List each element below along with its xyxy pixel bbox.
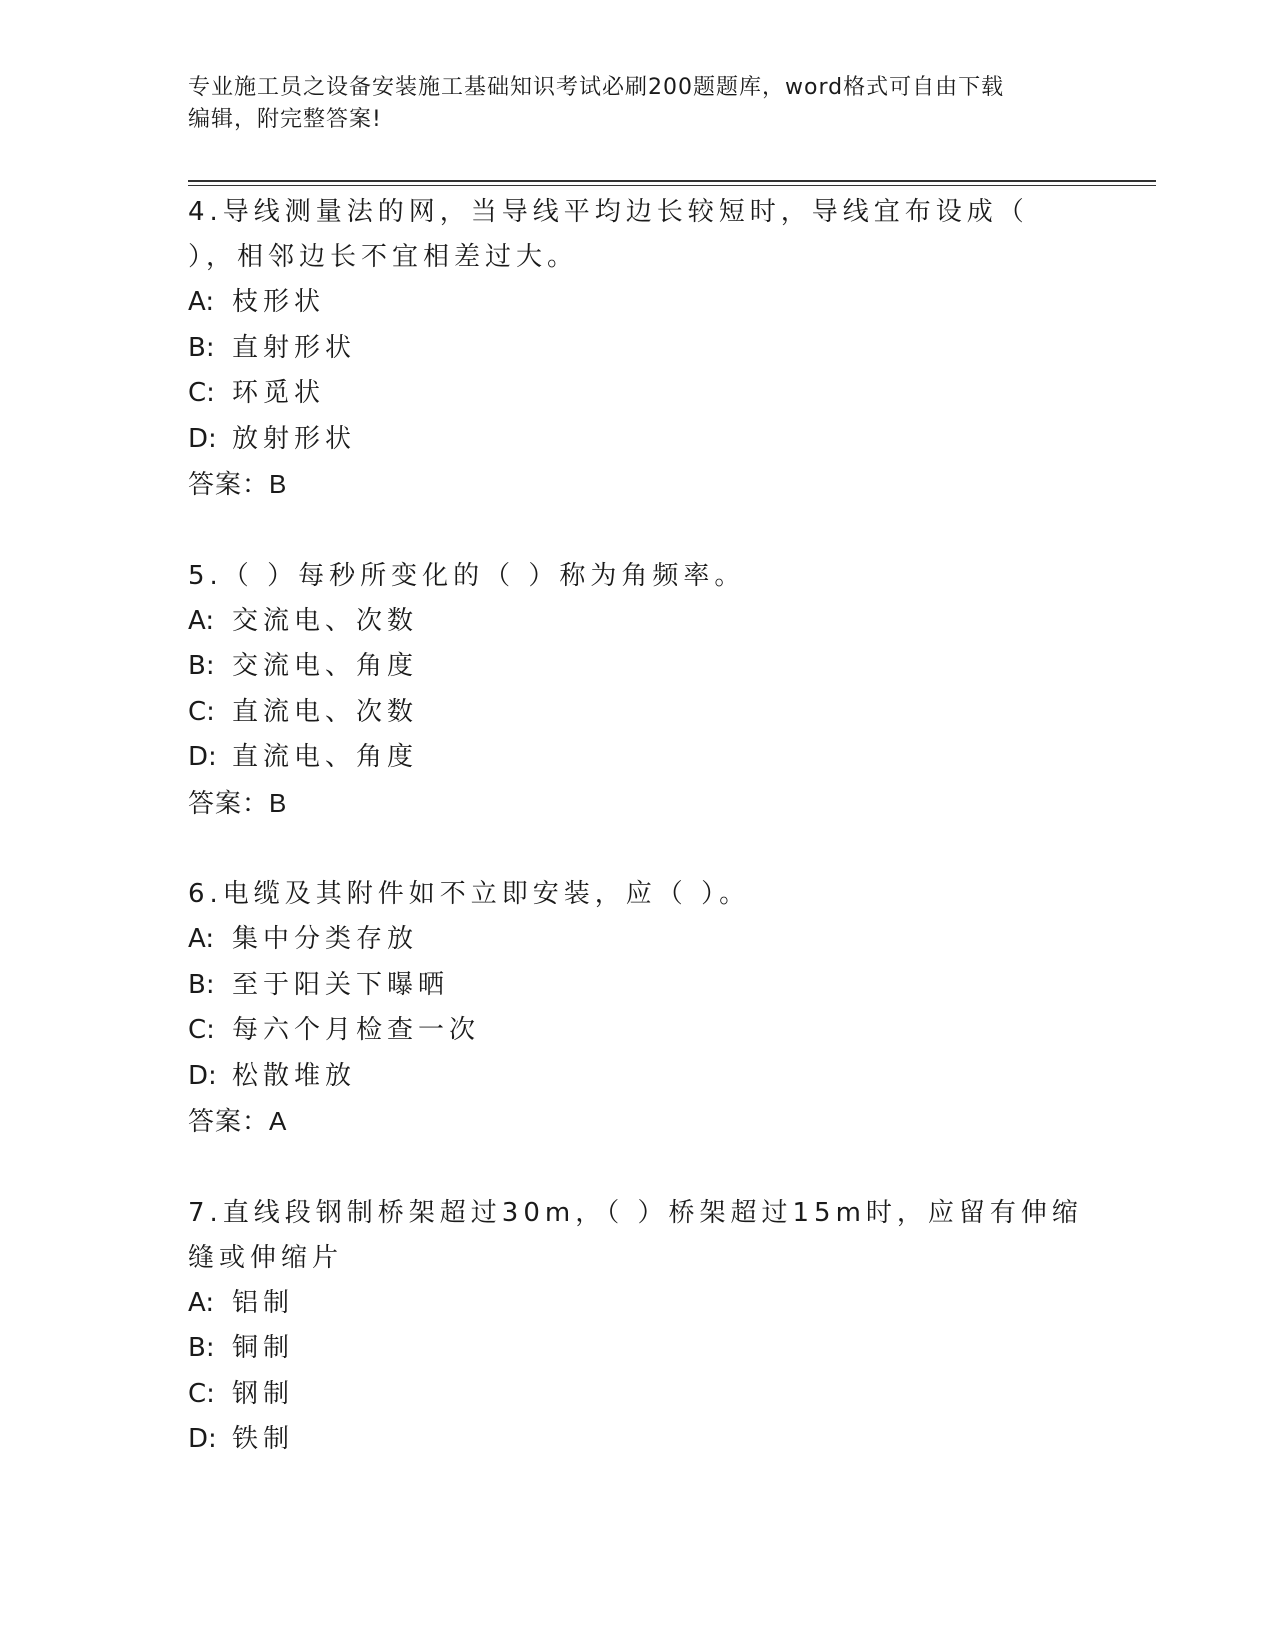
option-text: 放射形状	[232, 423, 357, 454]
option-letter: C:	[188, 1015, 215, 1045]
header-line-2: 编辑，附完整答案!	[188, 107, 382, 132]
option-d[interactable]	[188, 1417, 1088, 1463]
option-c[interactable]	[188, 1372, 1088, 1418]
option-letter: D:	[188, 423, 217, 454]
option-text: 集中分类存放	[232, 924, 419, 954]
option-a[interactable]	[188, 280, 1088, 326]
header-divider-thin	[188, 185, 1156, 186]
option-text: 铜制	[232, 1333, 295, 1363]
option-text: 交流电、角度	[232, 651, 419, 681]
option-letter: B:	[188, 969, 215, 1000]
question-text: 5.（ ）每秒所变化的（ ）称为角频率。	[188, 560, 746, 591]
question-item	[188, 554, 1088, 827]
option-letter: D:	[188, 742, 217, 772]
answer-text: 答案：B	[188, 787, 288, 818]
option-text: 环觅状	[232, 378, 326, 408]
option-a[interactable]	[188, 1281, 1088, 1327]
question-text: 7.直线段钢制桥架超过30m，（ ）桥架超过15m时，应留有伸缩缝或伸缩片	[188, 1197, 1083, 1273]
option-text: 交流电、次数	[232, 605, 419, 636]
question-text: 4.导线测量法的网，当导线平均边长较短时，导线宜布设成（ ），相邻边长不宜相差过大。	[188, 197, 1029, 272]
question-list	[188, 190, 1088, 1509]
option-d[interactable]	[188, 735, 1088, 781]
option-text: 铝制	[232, 1287, 295, 1318]
option-letter: B:	[188, 651, 215, 681]
option-text: 直流电、次数	[232, 696, 419, 727]
option-a[interactable]	[188, 599, 1088, 645]
document-header	[188, 72, 1088, 136]
option-letter: D:	[188, 1060, 217, 1091]
option-b[interactable]	[188, 326, 1088, 372]
option-d[interactable]	[188, 417, 1088, 463]
option-text: 枝形状	[232, 287, 326, 317]
header-divider-thick	[188, 180, 1156, 182]
option-text: 钢制	[232, 1378, 295, 1409]
answer-text: 答案：A	[188, 1106, 288, 1136]
option-c[interactable]	[188, 371, 1088, 417]
option-b[interactable]	[188, 963, 1088, 1009]
option-text: 铁制	[232, 1424, 295, 1454]
option-letter: A:	[188, 1287, 215, 1318]
option-b[interactable]	[188, 1326, 1088, 1372]
option-text: 每六个月检查一次	[232, 1015, 481, 1045]
option-letter: B:	[188, 332, 215, 363]
option-d[interactable]	[188, 1054, 1088, 1100]
option-letter: A:	[188, 287, 215, 317]
option-text: 松散堆放	[232, 1060, 357, 1091]
option-letter: D:	[188, 1424, 217, 1454]
option-letter: A:	[188, 924, 215, 954]
option-c[interactable]	[188, 1008, 1088, 1054]
option-letter: C:	[188, 378, 215, 408]
option-letter: B:	[188, 1333, 215, 1363]
option-letter: A:	[188, 605, 215, 636]
option-text: 至于阳关下曝晒	[232, 969, 450, 1000]
option-text: 直射形状	[232, 332, 357, 363]
option-a[interactable]	[188, 917, 1088, 963]
question-item	[188, 190, 1088, 508]
answer-text: 答案：B	[188, 469, 288, 499]
question-text: 6.电缆及其附件如不立即安装，应（ ）。	[188, 879, 751, 909]
option-c[interactable]	[188, 690, 1088, 736]
question-item	[188, 1191, 1088, 1463]
option-letter: C:	[188, 696, 215, 727]
question-item	[188, 872, 1088, 1145]
option-text: 直流电、角度	[232, 742, 419, 772]
option-letter: C:	[188, 1378, 215, 1409]
option-b[interactable]	[188, 644, 1088, 690]
header-line-1: 专业施工员之设备安装施工基础知识考试必刷200题题库，word格式可自由下载	[188, 75, 1005, 100]
